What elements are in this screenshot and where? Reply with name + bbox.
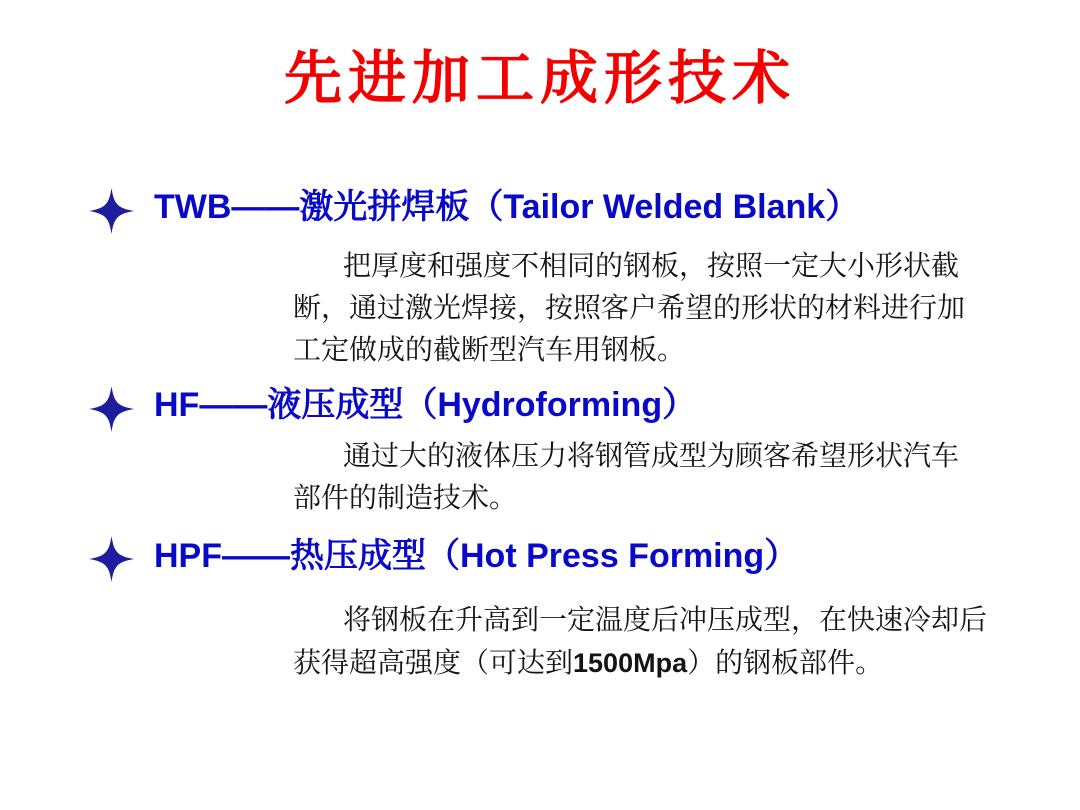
body-text: 获得超高强度（可达到 — [293, 648, 574, 679]
heading-twb: TWB——激光拼焊板（Tailor Welded Blank） — [154, 188, 860, 226]
body-line: 通过大的液体压力将钢管成型为顾客希望形状汽车 — [343, 441, 960, 472]
body-line: 把厚度和强度不相同的钢板，按照一定大小形状截 — [343, 251, 960, 282]
heading-hf: HF——液压成型（Hydroforming） — [154, 386, 697, 424]
star-bullet-icon — [88, 186, 135, 236]
slide-title: 先进加工成形技术 — [283, 46, 796, 111]
body-text-bold: 1500Mpa — [573, 648, 688, 678]
body-hpf — [293, 600, 993, 685]
star-bullet-icon — [88, 534, 135, 584]
body-line: 将钢板在升高到一定温度后冲压成型，在快速冷却后 — [343, 605, 988, 636]
star-bullet-icon — [88, 384, 135, 434]
body-twb — [293, 246, 993, 372]
body-hf — [293, 436, 993, 520]
body-text: ）的钢板部件。 — [687, 648, 884, 679]
body-line: 部件的制造技术。 — [293, 483, 518, 514]
heading-hpf: HPF——热压成型（Hot Press Forming） — [154, 537, 799, 575]
body-line: 断，通过激光焊接，按照客户希望的形状的材料进行加 — [293, 293, 966, 324]
body-line: 工定做成的截断型汽车用钢板。 — [293, 335, 686, 366]
body-line — [293, 642, 993, 685]
